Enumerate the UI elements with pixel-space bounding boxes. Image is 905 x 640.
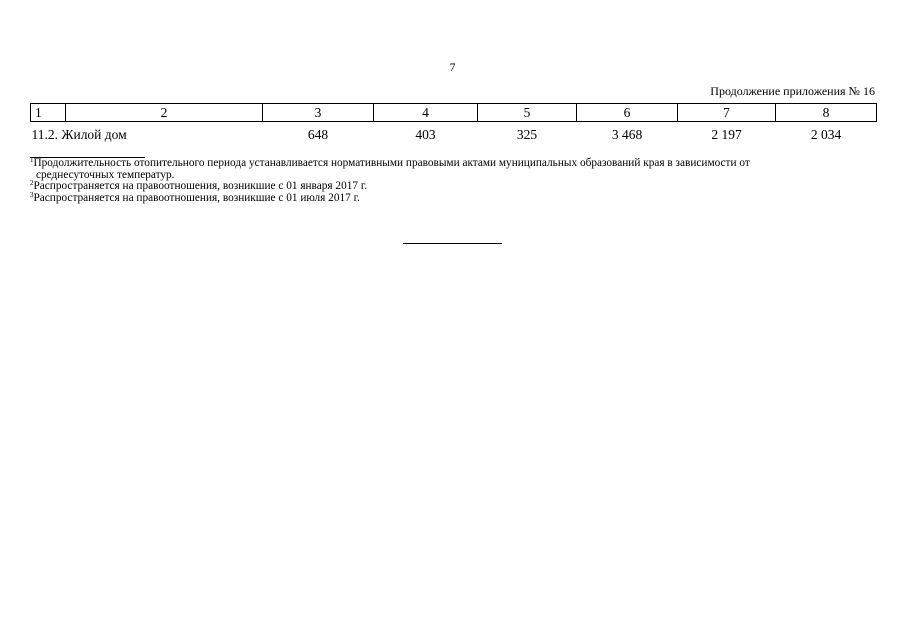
footnote-1: [30, 158, 876, 181]
footnote-mark-1: 1: [30, 156, 34, 164]
page-number: 7: [449, 60, 456, 74]
row-value-4: 403: [415, 127, 436, 142]
row-value-6: 3 468: [611, 127, 643, 142]
header-cell-5: 5: [478, 104, 577, 122]
footnote-mark-2: 2: [30, 179, 34, 187]
row-value-5: 325: [516, 127, 538, 142]
header-cell-6: 6: [577, 104, 678, 122]
footnote-mark-3: 3: [30, 190, 34, 199]
footnote-1-text: Продолжительность отопительного периода устанавливается нормативными правовыми актами муниципальных образований края в зависимости от: [33, 157, 750, 169]
footnote-1-text-continued: среднесуточных температур.: [36, 168, 175, 181]
header-cell-4: 4: [374, 104, 478, 122]
row-value-3: 648: [307, 127, 329, 142]
footnote-2-text: Распространяется на правоотношения, возникшие с 01 января 2017 г.: [33, 180, 368, 192]
row-value-8: 2 034: [810, 127, 842, 142]
footnote-3-text: Распространяется на правоотношения, возникшие с 01 июля 2017 г.: [33, 191, 360, 204]
footnote-3: [30, 190, 876, 205]
continuation-label: Продолжение приложения № 16: [710, 84, 875, 98]
row-value-7: 2 197: [711, 127, 742, 142]
header-cell-2: 2: [66, 104, 263, 122]
tariff-table: [30, 103, 877, 144]
end-of-document-rule: [403, 243, 502, 244]
header-cell-3: 3: [263, 104, 374, 122]
table-row: [31, 122, 877, 145]
row-name: 11.2. Жилой дом: [31, 127, 127, 142]
header-cell-1: 1: [31, 104, 66, 122]
table-header-row: [31, 104, 877, 122]
header-cell-7: 7: [678, 104, 776, 122]
footnotes: [30, 157, 876, 204]
header-cell-8: 8: [776, 104, 877, 122]
